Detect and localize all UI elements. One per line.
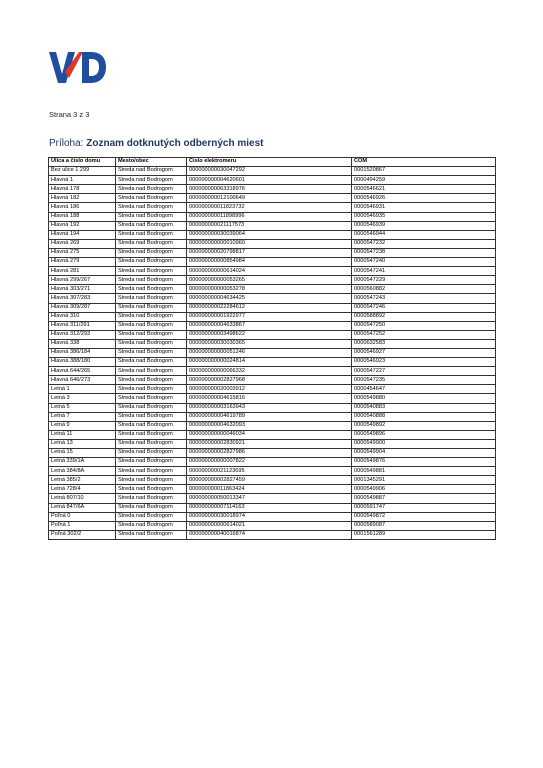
- city-cell: Streda nad Bodrogom: [116, 485, 187, 494]
- city-cell: Streda nad Bodrogom: [116, 321, 187, 330]
- street-cell: Letná 385/2: [49, 476, 116, 485]
- table-row: [49, 394, 496, 403]
- meter-number-cell: 000000000007114163: [187, 503, 352, 512]
- meter-number-cell: 000000000011823732: [187, 203, 352, 212]
- com-cell: 0000547238: [352, 248, 496, 257]
- meter-number-cell: 000000000063318976: [187, 185, 352, 194]
- table-row: [49, 285, 496, 294]
- vsd-logo-graphic: [49, 50, 107, 86]
- table-row: [49, 485, 496, 494]
- com-cell: 0000546923: [352, 358, 496, 367]
- com-cell: 0000547235: [352, 376, 496, 385]
- meter-number-cell: 000000000020003912: [187, 385, 352, 394]
- meter-number-cell: 000000000011863424: [187, 485, 352, 494]
- city-cell: Streda nad Bodrogom: [116, 212, 187, 221]
- table-row: [49, 239, 496, 248]
- table-row: [49, 458, 496, 467]
- com-cell: 0000547246: [352, 303, 496, 312]
- table-row: [49, 312, 496, 321]
- street-cell: Hlavná 299/267: [49, 276, 116, 285]
- meter-number-cell: 000000000003498622: [187, 330, 352, 339]
- street-cell: Letná 847/6A: [49, 503, 116, 512]
- city-cell: Streda nad Bodrogom: [116, 430, 187, 439]
- street-cell: Hlavná 388/180: [49, 358, 116, 367]
- com-cell: 0000549892: [352, 421, 496, 430]
- city-cell: Streda nad Bodrogom: [116, 221, 187, 230]
- street-cell: Hlavná 312/293: [49, 330, 116, 339]
- meter-number-cell: 000000000004620601: [187, 176, 352, 185]
- com-cell: 0000494259: [352, 176, 496, 185]
- company-logo: [49, 50, 107, 86]
- meter-number-cell: 000000000004633867: [187, 321, 352, 330]
- street-cell: Letná 807/10: [49, 494, 116, 503]
- title-main: Zoznam dotknutých odberných miest: [86, 138, 264, 149]
- street-cell: Hlavná 269: [49, 239, 116, 248]
- column-header-city: Mesto/obec: [116, 158, 187, 167]
- street-cell: Letná 9: [49, 421, 116, 430]
- meter-number-cell: 000000000002827968: [187, 376, 352, 385]
- com-cell: 0000546931: [352, 203, 496, 212]
- street-cell: Letná 11: [49, 430, 116, 439]
- com-cell: 0000549906: [352, 485, 496, 494]
- table-row: [49, 449, 496, 458]
- com-cell: 0000549876: [352, 458, 496, 467]
- table-row: [49, 276, 496, 285]
- table-row: [49, 476, 496, 485]
- meter-number-cell: 000000000000046034: [187, 430, 352, 439]
- table-row: [49, 503, 496, 512]
- city-cell: Streda nad Bodrogom: [116, 348, 187, 357]
- city-cell: Streda nad Bodrogom: [116, 339, 187, 348]
- column-header-com: ČOM: [352, 158, 496, 167]
- table-row: [49, 230, 496, 239]
- city-cell: Streda nad Bodrogom: [116, 167, 187, 176]
- city-cell: Streda nad Bodrogom: [116, 267, 187, 276]
- com-cell: 0000547252: [352, 330, 496, 339]
- street-cell: Bez ulice 1 299: [49, 167, 116, 176]
- city-cell: Streda nad Bodrogom: [116, 403, 187, 412]
- table-row: [49, 403, 496, 412]
- com-cell: 0000549896: [352, 430, 496, 439]
- com-cell: 0000589087: [352, 521, 496, 530]
- meter-number-cell: 000000000030039064: [187, 230, 352, 239]
- column-header-street: Ulica a číslo domu: [49, 158, 116, 167]
- com-cell: 0000540888: [352, 412, 496, 421]
- street-cell: Hlavná 275: [49, 248, 116, 257]
- table-row: [49, 321, 496, 330]
- com-cell: 0000546621: [352, 185, 496, 194]
- street-cell: Hlavná 188: [49, 212, 116, 221]
- com-cell: 0000549881: [352, 467, 496, 476]
- meter-number-cell: 000000000002827986: [187, 449, 352, 458]
- com-cell: 0000549887: [352, 494, 496, 503]
- street-cell: Hlavná 192: [49, 221, 116, 230]
- street-cell: Letná 384/8A: [49, 467, 116, 476]
- city-cell: Streda nad Bodrogom: [116, 230, 187, 239]
- com-cell: 0000546939: [352, 221, 496, 230]
- meter-number-cell: 000000000000053278: [187, 285, 352, 294]
- table-row: [49, 348, 496, 357]
- city-cell: Streda nad Bodrogom: [116, 530, 187, 539]
- meter-number-cell: 000000000000051246: [187, 348, 352, 357]
- meter-number-cell: 000000000022284612: [187, 303, 352, 312]
- city-cell: Streda nad Bodrogom: [116, 276, 187, 285]
- com-cell: 0001520867: [352, 167, 496, 176]
- meter-number-cell: 000000000030018974: [187, 512, 352, 521]
- city-cell: Streda nad Bodrogom: [116, 439, 187, 448]
- table-row: [49, 385, 496, 394]
- com-cell: 0000549900: [352, 439, 496, 448]
- table-row: [49, 412, 496, 421]
- meter-number-cell: 000000000002827459: [187, 476, 352, 485]
- table-row: [49, 194, 496, 203]
- city-cell: Streda nad Bodrogom: [116, 494, 187, 503]
- com-cell: 0000549872: [352, 512, 496, 521]
- city-cell: Streda nad Bodrogom: [116, 476, 187, 485]
- city-cell: Streda nad Bodrogom: [116, 330, 187, 339]
- city-cell: Streda nad Bodrogom: [116, 521, 187, 530]
- com-cell: 0000549880: [352, 394, 496, 403]
- city-cell: Streda nad Bodrogom: [116, 385, 187, 394]
- table-row: [49, 294, 496, 303]
- page-number: Strana 3 z 3: [49, 110, 90, 119]
- street-cell: Hlavná 310: [49, 312, 116, 321]
- table-row: [49, 512, 496, 521]
- com-cell: 0000588892: [352, 312, 496, 321]
- table-row: [49, 212, 496, 221]
- table-row: [49, 521, 496, 530]
- com-cell: 0000546935: [352, 212, 496, 221]
- meter-number-cell: 000000000000053265: [187, 276, 352, 285]
- table-header-row: [49, 158, 496, 167]
- meter-number-cell: 000000000040016874: [187, 530, 352, 539]
- street-cell: Poľná 302/2: [49, 530, 116, 539]
- meter-number-cell: 000000000030047292: [187, 167, 352, 176]
- table-row: [49, 203, 496, 212]
- city-cell: Streda nad Bodrogom: [116, 449, 187, 458]
- meter-number-cell: 000000000011898996: [187, 212, 352, 221]
- table-row: [49, 339, 496, 348]
- table-row: [49, 430, 496, 439]
- street-cell: Hlavná 307/283: [49, 294, 116, 303]
- column-header-meter-number: Číslo elektromeru: [187, 158, 352, 167]
- title-prefix: Príloha:: [49, 138, 87, 149]
- table-row: [49, 258, 496, 267]
- meter-number-cell: 000000000003163943: [187, 403, 352, 412]
- com-cell: 0000547241: [352, 267, 496, 276]
- meter-number-cell: 000000000012100649: [187, 194, 352, 203]
- meter-number-cell: 000000000000066332: [187, 367, 352, 376]
- street-cell: Hlavná 279: [49, 258, 116, 267]
- table-row: [49, 185, 496, 194]
- table-row: [49, 176, 496, 185]
- meter-number-cell: 000000000004634425: [187, 294, 352, 303]
- com-cell: 0000454647: [352, 385, 496, 394]
- street-cell: Hlavná 281: [49, 267, 116, 276]
- city-cell: Streda nad Bodrogom: [116, 394, 187, 403]
- document-title: [49, 138, 264, 149]
- meter-number-cell: 000000000050013347: [187, 494, 352, 503]
- com-cell: 0000546927: [352, 348, 496, 357]
- table-row: [49, 221, 496, 230]
- street-cell: Hlavná 186: [49, 203, 116, 212]
- meter-number-cell: 000000000002830921: [187, 439, 352, 448]
- affected-points-table: [48, 157, 496, 540]
- city-cell: Streda nad Bodrogom: [116, 185, 187, 194]
- city-cell: Streda nad Bodrogom: [116, 248, 187, 257]
- table-row: [49, 494, 496, 503]
- city-cell: Streda nad Bodrogom: [116, 239, 187, 248]
- street-cell: Hlavná 303/271: [49, 285, 116, 294]
- street-cell: Hlavná 1: [49, 176, 116, 185]
- street-cell: Letná 13: [49, 439, 116, 448]
- city-cell: Streda nad Bodrogom: [116, 258, 187, 267]
- street-cell: Hlavná 194: [49, 230, 116, 239]
- com-cell: 0000546944: [352, 230, 496, 239]
- city-cell: Streda nad Bodrogom: [116, 367, 187, 376]
- table-row: [49, 303, 496, 312]
- meter-number-cell: 000000000000007822: [187, 458, 352, 467]
- meter-number-cell: 000000000004615816: [187, 394, 352, 403]
- city-cell: Streda nad Bodrogom: [116, 194, 187, 203]
- city-cell: Streda nad Bodrogom: [116, 312, 187, 321]
- street-cell: Letná 728/4: [49, 485, 116, 494]
- meter-number-cell: 000000000021123695: [187, 467, 352, 476]
- com-cell: 0001345291: [352, 476, 496, 485]
- city-cell: Streda nad Bodrogom: [116, 467, 187, 476]
- city-cell: Streda nad Bodrogom: [116, 294, 187, 303]
- meter-number-cell: 000000000030030365: [187, 339, 352, 348]
- meter-number-cell: 000000000020798817: [187, 248, 352, 257]
- city-cell: Streda nad Bodrogom: [116, 421, 187, 430]
- street-cell: Hlavná 646/273: [49, 376, 116, 385]
- com-cell: 0000591747: [352, 503, 496, 512]
- table-row: [49, 530, 496, 539]
- street-cell: Hlavná 178: [49, 185, 116, 194]
- table-row: [49, 439, 496, 448]
- city-cell: Streda nad Bodrogom: [116, 285, 187, 294]
- city-cell: Streda nad Bodrogom: [116, 203, 187, 212]
- table-row: [49, 167, 496, 176]
- street-cell: Hlavná 338: [49, 339, 116, 348]
- street-cell: Hlavná 309/287: [49, 303, 116, 312]
- street-cell: Poľná 0: [49, 512, 116, 521]
- table-row: [49, 367, 496, 376]
- meter-number-cell: 000000000000024814: [187, 358, 352, 367]
- com-cell: 0000549904: [352, 449, 496, 458]
- meter-number-cell: 000000000000614024: [187, 267, 352, 276]
- meter-number-cell: 000000000000614021: [187, 521, 352, 530]
- meter-number-cell: 000000000021117573: [187, 221, 352, 230]
- meter-number-cell: 000000000004632093: [187, 421, 352, 430]
- city-cell: Streda nad Bodrogom: [116, 458, 187, 467]
- table-row: [49, 376, 496, 385]
- street-cell: Hlavná 644/265: [49, 367, 116, 376]
- street-cell: Letná 5: [49, 403, 116, 412]
- com-cell: 0000547232: [352, 239, 496, 248]
- street-cell: Letná 3: [49, 394, 116, 403]
- table-row: [49, 467, 496, 476]
- table-row: [49, 421, 496, 430]
- city-cell: Streda nad Bodrogom: [116, 512, 187, 521]
- city-cell: Streda nad Bodrogom: [116, 176, 187, 185]
- street-cell: Hlavná 386/184: [49, 348, 116, 357]
- com-cell: 0000546926: [352, 194, 496, 203]
- com-cell: 0000547243: [352, 294, 496, 303]
- city-cell: Streda nad Bodrogom: [116, 358, 187, 367]
- com-cell: 0000540883: [352, 403, 496, 412]
- table-row: [49, 267, 496, 276]
- com-cell: 0000547227: [352, 367, 496, 376]
- street-cell: Letná 15: [49, 449, 116, 458]
- com-cell: 0000632583: [352, 339, 496, 348]
- street-cell: Letná 7: [49, 412, 116, 421]
- street-cell: Poľná 1: [49, 521, 116, 530]
- city-cell: Streda nad Bodrogom: [116, 303, 187, 312]
- table-row: [49, 248, 496, 257]
- com-cell: 0000547250: [352, 321, 496, 330]
- meter-number-cell: 000000000000854984: [187, 258, 352, 267]
- com-cell: 0000547240: [352, 258, 496, 267]
- meter-number-cell: 000000000001922977: [187, 312, 352, 321]
- table-row: [49, 358, 496, 367]
- street-cell: Letná 339/1A: [49, 458, 116, 467]
- city-cell: Streda nad Bodrogom: [116, 503, 187, 512]
- com-cell: 0000547229: [352, 276, 496, 285]
- street-cell: Hlavná 311/291: [49, 321, 116, 330]
- com-cell: 0000560882: [352, 285, 496, 294]
- meter-number-cell: 000000000004619789: [187, 412, 352, 421]
- street-cell: Letná 1: [49, 385, 116, 394]
- com-cell: 0001561289: [352, 530, 496, 539]
- city-cell: Streda nad Bodrogom: [116, 412, 187, 421]
- street-cell: Hlavná 182: [49, 194, 116, 203]
- city-cell: Streda nad Bodrogom: [116, 376, 187, 385]
- table-row: [49, 330, 496, 339]
- meter-number-cell: 000000000000010960: [187, 239, 352, 248]
